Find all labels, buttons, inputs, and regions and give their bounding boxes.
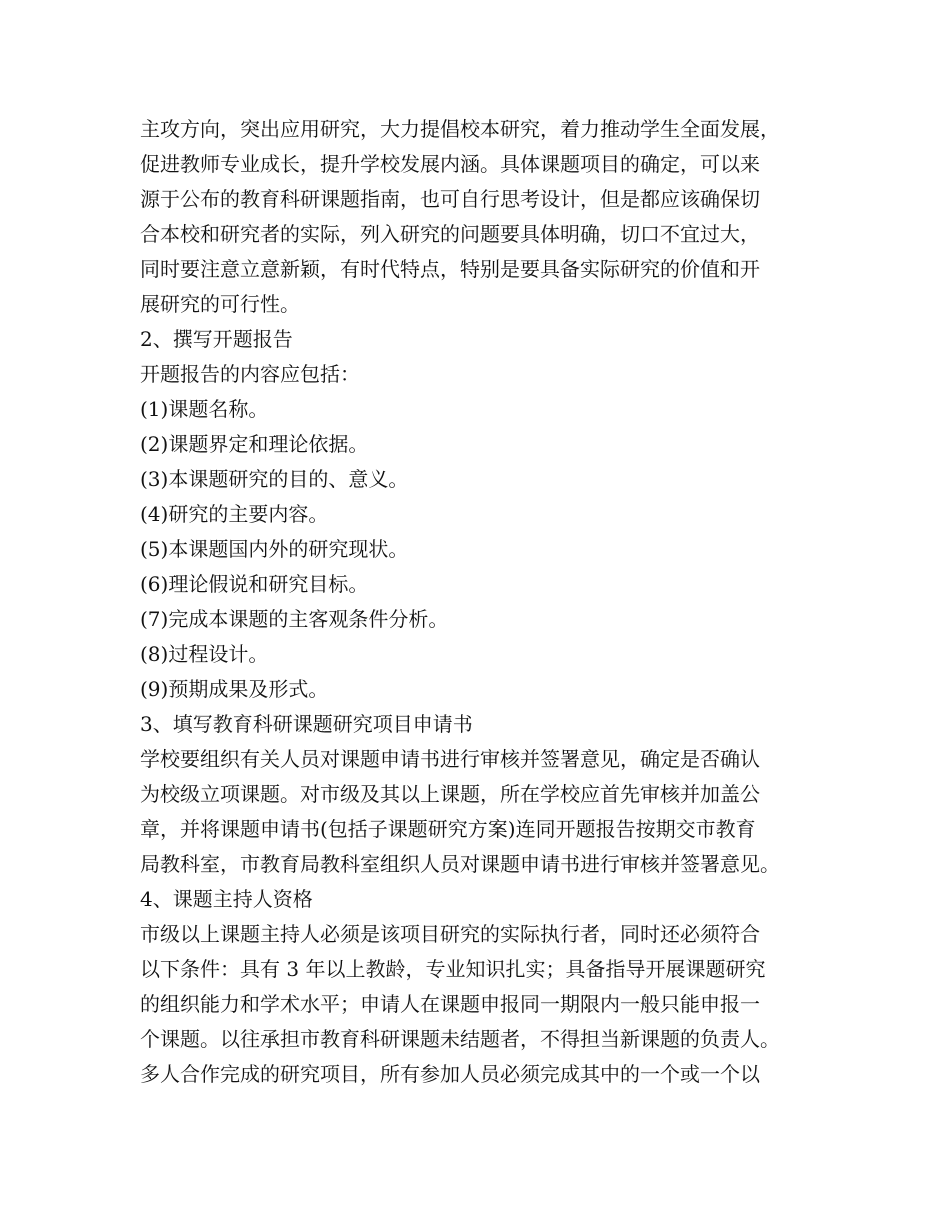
text-line: 市级以上课题主持人必须是该项目研究的实际执行者，同时还必须符合 (140, 922, 760, 946)
text-line: 同时要注意立意新颖，有时代特点，特别是要具备实际研究的价值和开 (140, 257, 760, 281)
text-line: 展研究的可行性。 (140, 292, 300, 316)
section-heading: 3、填写教育科研课题研究项目申请书 (140, 712, 473, 736)
text-line: 源于公布的教育科研课题指南，也可自行思考设计，但是都应该确保切 (140, 187, 760, 211)
text-line: 的组织能力和学术水平；申请人在课题申报同一期限内一般只能申报一 (140, 992, 760, 1016)
section-heading: 4、课题主持人资格 (140, 887, 313, 911)
list-item: (1)课题名称。 (140, 397, 269, 421)
text-line: 局教科室，市教育局教科室组织人员对课题申请书进行审核并签署意见。 (140, 852, 780, 876)
text-line: 以下条件：具有 3 年以上教龄，专业知识扎实；具备指导开展课题研究 (140, 957, 766, 981)
text-line: 促进教师专业成长，提升学校发展内涵。具体课题项目的确定，可以来 (140, 152, 760, 176)
list-item: (2)课题界定和理论依据。 (140, 432, 369, 456)
text-line: 章，并将课题申请书(包括子课题研究方案)连同开题报告按期交市教育 (140, 817, 756, 841)
list-item: (3)本课题研究的目的、意义。 (140, 467, 409, 491)
text-line: 个课题。以往承担市教育科研课题未结题者，不得担当新课题的负责人。 (140, 1027, 780, 1051)
document-body (140, 112, 840, 1092)
list-item: (5)本课题国内外的研究现状。 (140, 537, 409, 561)
list-item: (9)预期成果及形式。 (140, 677, 329, 701)
list-item: (6)理论假说和研究目标。 (140, 572, 369, 596)
list-item: (4)研究的主要内容。 (140, 502, 329, 526)
text-line: 学校要组织有关人员对课题申请书进行审核并签署意见，确定是否确认 (140, 747, 760, 771)
list-item: (7)完成本课题的主客观条件分析。 (140, 607, 449, 631)
text-line: 多人合作完成的研究项目，所有参加人员必须完成其中的一个或一个以 (140, 1062, 760, 1086)
text-line: 开题报告的内容应包括： (140, 362, 360, 386)
list-item: (8)过程设计。 (140, 642, 269, 666)
text-line: 主攻方向，突出应用研究，大力提倡校本研究，着力推动学生全面发展， (140, 117, 780, 141)
text-line: 为校级立项课题。对市级及其以上课题，所在学校应首先审核并加盖公 (140, 782, 760, 806)
text-line: 合本校和研究者的实际，列入研究的问题要具体明确，切口不宜过大， (140, 222, 760, 246)
section-heading: 2、撰写开题报告 (140, 327, 293, 351)
